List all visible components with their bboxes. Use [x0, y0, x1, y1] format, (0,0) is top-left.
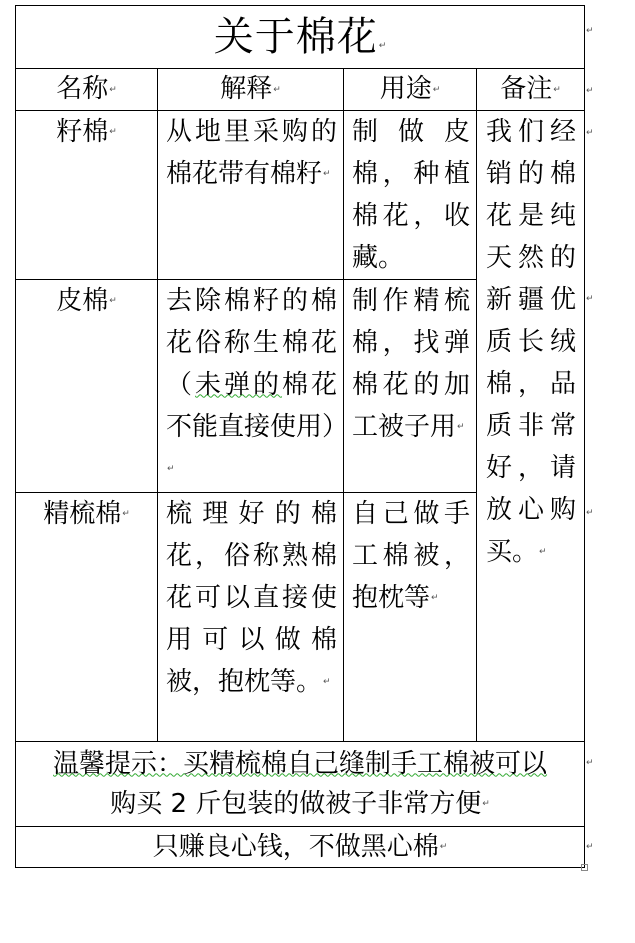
note-cell[interactable] — [477, 110, 585, 741]
title-row — [16, 6, 585, 69]
paragraph-mark-icon: ↵ — [122, 509, 130, 519]
paragraph-mark-icon: ↵ — [539, 547, 547, 557]
row-end-mark-icon: ↵ — [586, 294, 594, 304]
row-usage-cell[interactable] — [344, 492, 477, 741]
header-usage-cell[interactable] — [344, 69, 477, 111]
row-explain-underlined: 未弹的 — [195, 369, 282, 400]
footer-cell[interactable] — [16, 826, 585, 868]
paragraph-mark-icon: ↵ — [457, 422, 465, 432]
row-usage-cell[interactable] — [344, 279, 477, 492]
paragraph-mark-icon: ↵ — [109, 296, 117, 306]
row-end-mark-icon: ↵ — [586, 128, 594, 138]
paragraph-mark-icon: ↵ — [323, 677, 331, 687]
tip-row — [16, 741, 585, 826]
document-title: 关于棉花 — [213, 14, 378, 60]
paragraph-mark-icon: ↵ — [432, 84, 441, 95]
row-explain-cell[interactable] — [158, 492, 344, 741]
tip-line-2: 购买 2 斤包装的做被子非常方便 — [110, 788, 482, 819]
paragraph-mark-icon: ↵ — [167, 464, 175, 474]
row-explain-part: 去除棉籽的棉花俗称生棉花（ — [166, 285, 337, 400]
paragraph-mark-icon: ↵ — [553, 84, 561, 95]
row-name: 籽棉 — [56, 116, 109, 147]
note-text: 我们经销的棉花是纯天然的新疆优质长绒棉，品质非常好，请放心购买。 — [486, 116, 577, 567]
paragraph-mark-icon: ↵ — [431, 593, 439, 603]
header-explain-cell[interactable] — [158, 69, 344, 111]
header-row — [16, 69, 585, 111]
row-name-cell[interactable] — [16, 279, 158, 492]
row-name-cell[interactable] — [16, 110, 158, 279]
row-usage: 制做皮棉，种植棉花，收藏。 — [352, 116, 470, 273]
footer-row — [16, 826, 585, 868]
paragraph-mark-icon: ↵ — [109, 84, 117, 95]
row-explain-cell[interactable] — [158, 110, 344, 279]
paragraph-mark-icon: ↵ — [378, 40, 387, 51]
tip-line-2-wrap — [16, 784, 584, 825]
paragraph-mark-icon: ↵ — [482, 799, 490, 809]
row-explain: 从地里采购的棉花带有棉籽 — [166, 116, 337, 189]
header-explain: 解释 — [220, 74, 273, 104]
row-explain: 梳理好的棉花，俗称熟棉花可以直接使用可以做棉被，抱枕等。 — [166, 498, 337, 697]
row-usage: 制作精梳棉，找弹棉花的加工被子用 — [352, 285, 470, 442]
header-name-cell[interactable] — [16, 69, 158, 111]
paragraph-mark-icon: ↵ — [109, 127, 117, 137]
row-end-mark-icon: ↵ — [586, 26, 594, 36]
row-name: 精梳棉 — [43, 498, 122, 529]
paragraph-mark-icon: ↵ — [439, 842, 448, 852]
row-usage: 自己做手工棉被，抱枕等 — [352, 498, 470, 613]
table-resize-handle-icon[interactable] — [581, 864, 588, 871]
header-note: 备注 — [500, 74, 553, 104]
row-end-mark-icon: ↵ — [586, 842, 594, 852]
row-end-mark-icon: ↵ — [586, 758, 594, 768]
row-name-cell[interactable] — [16, 492, 158, 741]
tip-cell[interactable] — [16, 741, 585, 826]
row-end-mark-icon: ↵ — [586, 86, 594, 96]
paragraph-mark-icon: ↵ — [273, 84, 281, 95]
row-explain-part: 棉花不能直接使用） — [166, 369, 349, 442]
row-name: 皮棉 — [56, 285, 109, 316]
table-row — [16, 110, 585, 279]
row-end-mark-icon: ↵ — [586, 508, 594, 518]
paragraph-mark-icon: ↵ — [323, 169, 331, 179]
row-explain-cell[interactable] — [158, 279, 349, 492]
header-name: 名称 — [56, 74, 109, 104]
header-usage: 用途 — [379, 74, 432, 104]
cotton-info-table — [15, 5, 585, 868]
tip-line-1: 温馨提示：买精梳棉自己缝制手工棉被可以 — [53, 748, 548, 779]
row-usage-cell[interactable] — [344, 110, 477, 279]
footer-text: 只赚良心钱，不做黑心棉 — [152, 831, 439, 862]
header-note-cell[interactable] — [477, 69, 585, 111]
title-cell[interactable] — [16, 6, 585, 69]
